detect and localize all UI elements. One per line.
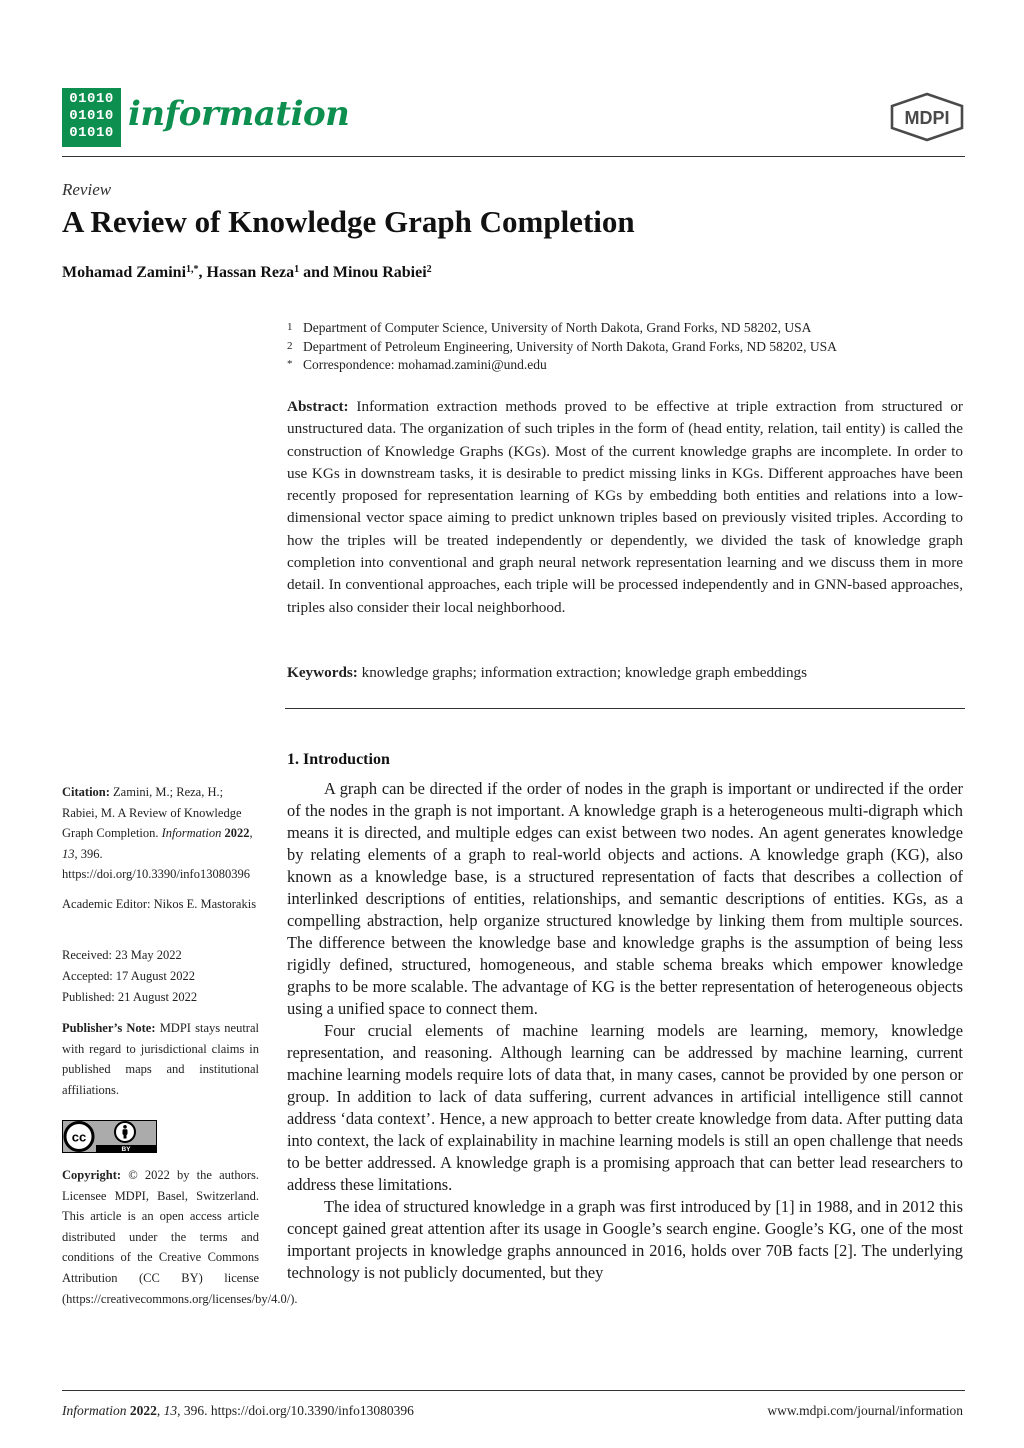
keywords bbox=[287, 664, 963, 682]
author-name: Mohamad Zamini bbox=[62, 264, 187, 281]
by-label: BY bbox=[121, 1146, 131, 1153]
publisher-logo-text: MDPI bbox=[904, 108, 950, 128]
body-paragraph: Four crucial elements of machine learning models are learning, memory, knowledge representation, and reasoning. Although learning can be addressed by machine learning, current machine learning models require lots of data that, in many cases, cannot be provided by one person or group. In addition to lack of data suffering, current advances in artificial intelligence still cannot address ‘data context’. Hence, a new approach to better create knowledge from data. After putting data into context, the lack of explainability in machine learning models is still an open challenge that needs to be better addressed. A knowledge graph is a promising approach that can better lead researchers to address these limitations. bbox=[287, 1021, 963, 1194]
cc-icon: cc bbox=[71, 1129, 87, 1145]
keywords-label: Keywords: bbox=[287, 664, 358, 681]
article-title: A Review of Knowledge Graph Completion bbox=[62, 204, 635, 239]
received-date: Received: 23 May 2022 bbox=[62, 948, 182, 962]
affiliation-1: 1 Department of Computer Science, University of North Dakota, Grand Forks, ND 58202, USA bbox=[287, 320, 812, 335]
header-divider bbox=[62, 156, 965, 157]
publisher-logo bbox=[889, 92, 965, 142]
body-paragraph: A graph can be directed if the order of nodes in the graph is important or undirected if the order of the nodes in the graph is not important. A knowledge graph is a heterogeneous multi-digraph which means it is directed, and multiple edges can exist between two nodes. An agent generates knowledge by relating elements of a graph to real-world objects and actions. A knowledge graph (KG), also known as a knowledge base, is a structured representation of facts that describes a collection of interlinked descriptions of entities, relationships, and semantic descriptions of entities. KGs, as a compelling abstraction, help organize structured knowledge by linking them from multiple sources. The difference between the knowledge base and knowledge graphs is the assumption of being less rigidly defined, structured, homogeneous, and stable schema breaks which empower knowledge graphs to be more scalable. The advantage of KG is the better representation of heterogeneous objects using a unified space to connect them. bbox=[287, 779, 963, 1018]
footer-divider bbox=[62, 1390, 965, 1391]
article-type: Review bbox=[62, 180, 112, 199]
body-paragraph: The idea of structured knowledge in a graph was first introduced by [1] in 1988, and in 2012 this concept gained great attention after its usage in Google’s search engine. Google’s KG, one of the most important projects in knowledge graphs announced in 2016, holds over 70B facts [2]. The underlying technology is not publicly documented, but they bbox=[287, 1197, 963, 1282]
author-affiliation-mark: 2 bbox=[426, 264, 432, 275]
academic-editor: Academic Editor: Nikos E. Mastorakis bbox=[62, 897, 257, 911]
published-date: Published: 21 August 2022 bbox=[62, 990, 198, 1004]
author-affiliation-mark: 1,* bbox=[186, 264, 199, 275]
footer-citation: Information 2022, 13, 396. https://doi.org/10.3390/info13080396 bbox=[62, 1403, 414, 1418]
copyright-notice: Copyright: © 2022 by the authors. Licensee MDPI, Basel, Switzerland. This article is an open access article distributed under the terms and conditions of the Creative Commons Attribution (CC BY) license (https://creativecommons.org/licenses/by/4.0/). bbox=[62, 1168, 298, 1306]
journal-logo bbox=[62, 88, 121, 147]
section-heading: 1. Introduction bbox=[287, 751, 390, 768]
accepted-date: Accepted: 17 August 2022 bbox=[62, 969, 195, 983]
author-name: Hassan Reza bbox=[206, 264, 295, 281]
abstract-divider bbox=[285, 708, 965, 709]
abstract-label: Abstract: bbox=[287, 398, 349, 415]
journal-logo-bits: 01010 01010 01010 bbox=[69, 91, 114, 141]
citation: Citation: Zamini, M.; Reza, H.; Rabiei, M. A Review of Knowledge Graph Completion. Information 2022, 13, 396. https://doi.org/10.3390/info13080396 bbox=[62, 785, 253, 882]
author-list: Mohamad Zamini$^{1,*}$, Hassan Reza$^1$ and Minou Rabiei$^2$ bbox=[62, 264, 432, 281]
author-affiliation-mark: 1 bbox=[294, 264, 300, 275]
cc-by-license-badge[interactable] bbox=[62, 1120, 157, 1153]
journal-name: information bbox=[128, 94, 350, 134]
keywords-text: knowledge graphs; information extraction; knowledge graph embeddings bbox=[361, 664, 808, 681]
correspondence: * Correspondence: mohamad.zamini@und.edu bbox=[287, 357, 547, 372]
publisher-note: Publisher’s Note: MDPI stays neutral with regard to jurisdictional claims in published maps and institutional affiliations. bbox=[62, 1021, 259, 1097]
attribution-person-icon bbox=[115, 1122, 135, 1142]
body-text bbox=[287, 778, 963, 1284]
affiliation-2: 2 Department of Petroleum Engineering, University of North Dakota, Grand Forks, ND 58202, USA bbox=[287, 339, 837, 354]
abstract bbox=[287, 396, 963, 619]
author-name: Minou Rabiei bbox=[332, 264, 427, 281]
abstract-text: Information extraction methods proved to be effective at triple extraction from structured or unstructured data. The organization of such triples in the form of (head entity, relation, tail entity) is called the construction of Knowledge Graphs (KGs). Most of the current knowledge graphs are incomplete. In order to use KGs in downstream tasks, it is desirable to predict missing links in KGs. Different approaches have been recently proposed for representation learning of KGs by embedding both entities and relations into a low-dimensional vector space aiming to predict unknown triples based on previously visited triples. According to how the triples will be treated independently or dependently, we divided the task of knowledge graph completion into conventional and graph neural network representation learning and we discuss them in more detail. In conventional approaches, each triple will be processed independently and in GNN-based approaches, triples also consider their local neighborhood. bbox=[287, 398, 963, 616]
journal-url-link[interactable]: www.mdpi.com/journal/information bbox=[767, 1403, 963, 1418]
